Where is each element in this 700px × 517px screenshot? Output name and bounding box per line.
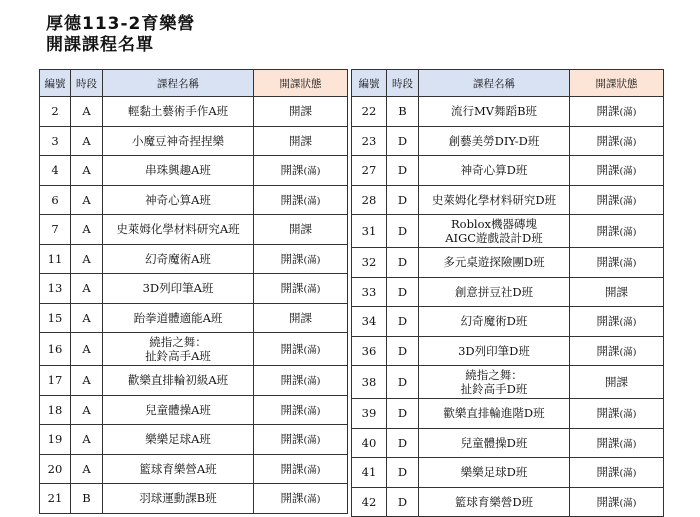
course-period: B xyxy=(387,97,419,127)
course-name xyxy=(419,487,570,517)
full-badge: (滿) xyxy=(619,166,637,178)
header-status: 開課狀態 xyxy=(570,70,664,97)
course-name-line: 繞指之舞： xyxy=(465,368,523,382)
course-status xyxy=(254,97,348,127)
course-number: 17 xyxy=(40,366,71,396)
status-text: 開課 xyxy=(596,163,620,178)
course-period: D xyxy=(387,215,419,248)
table-row xyxy=(40,244,348,274)
course-name xyxy=(103,425,254,455)
document-title: 厚德113-2育樂營 xyxy=(46,14,196,34)
header-status: 開課狀態 xyxy=(254,70,348,97)
course-name-line: 籃球育樂營D班 xyxy=(454,494,534,509)
table-row xyxy=(352,487,664,517)
table-row xyxy=(352,458,664,488)
table-row xyxy=(352,215,664,248)
course-name-line: 樂樂足球A班 xyxy=(145,432,211,447)
course-number: 38 xyxy=(352,366,387,399)
course-name-line: 多元桌遊探險團D班 xyxy=(443,255,545,270)
course-name xyxy=(103,366,254,396)
course-name-line: 羽球運動課B班 xyxy=(139,491,217,506)
table-row xyxy=(40,395,348,425)
course-period: D xyxy=(387,277,419,307)
course-status xyxy=(254,454,348,484)
status-text: 開課 xyxy=(596,192,620,207)
course-name xyxy=(419,248,570,278)
status-text: 開課 xyxy=(596,104,620,119)
status-text: 開課 xyxy=(289,104,312,119)
course-period: D xyxy=(387,336,419,366)
course-status xyxy=(570,185,664,215)
course-number: 40 xyxy=(352,428,387,458)
course-status xyxy=(570,277,664,307)
course-name-line: Roblox機器磚塊 xyxy=(450,217,538,231)
table-row xyxy=(40,126,348,156)
course-name xyxy=(103,97,254,127)
course-number: 19 xyxy=(40,425,71,455)
course-name-line: 串珠興趣A班 xyxy=(145,163,211,178)
course-period: A xyxy=(71,333,103,366)
course-name xyxy=(419,277,570,307)
full-badge: (滿) xyxy=(619,195,637,207)
table-row xyxy=(40,185,348,215)
course-name-line: 小魔豆神奇捏捏樂 xyxy=(132,133,224,148)
course-number: 2 xyxy=(40,97,71,127)
course-period: A xyxy=(71,215,103,245)
course-name xyxy=(419,366,570,399)
course-name-line: 扯鈴高手D班 xyxy=(460,382,528,396)
table-row xyxy=(40,366,348,396)
full-badge: (滿) xyxy=(619,438,637,450)
course-name xyxy=(103,303,254,333)
status-text: 開課 xyxy=(289,133,312,148)
status-text: 開課 xyxy=(596,406,620,421)
course-period: A xyxy=(71,274,103,304)
status-text: 開課 xyxy=(280,461,304,476)
course-status xyxy=(570,399,664,429)
status-text: 開課 xyxy=(280,163,304,178)
table-row xyxy=(352,248,664,278)
full-badge: (滿) xyxy=(619,346,637,358)
course-table-right xyxy=(351,69,664,517)
course-period: D xyxy=(387,399,419,429)
status-text: 開課 xyxy=(596,314,620,329)
course-status xyxy=(254,366,348,396)
course-period: A xyxy=(71,425,103,455)
course-number: 21 xyxy=(40,484,71,514)
course-table-left xyxy=(39,69,348,514)
course-name xyxy=(103,274,254,304)
table-row xyxy=(352,307,664,337)
status-text: 開課 xyxy=(280,251,304,266)
course-period: D xyxy=(387,458,419,488)
course-period: A xyxy=(71,244,103,274)
full-badge: (滿) xyxy=(619,317,637,329)
table-row xyxy=(40,97,348,127)
course-number: 28 xyxy=(352,185,387,215)
course-name-line: 創意拼豆社D班 xyxy=(454,284,534,299)
full-badge: (滿) xyxy=(303,464,321,476)
course-name-line: 樂樂足球D班 xyxy=(460,465,528,480)
full-badge: (滿) xyxy=(619,227,637,238)
table-row xyxy=(352,156,664,186)
status-text: 開課 xyxy=(280,432,304,447)
full-badge: (滿) xyxy=(303,254,321,266)
course-status xyxy=(254,126,348,156)
course-name xyxy=(419,215,570,248)
course-status xyxy=(570,336,664,366)
course-name xyxy=(419,458,570,488)
table-row xyxy=(352,399,664,429)
course-name-line: 扯鈴高手A班 xyxy=(145,349,211,363)
course-status xyxy=(570,126,664,156)
course-name-line: 幻奇魔術A班 xyxy=(145,251,211,266)
course-status xyxy=(254,484,348,514)
status-text: 開課 xyxy=(605,284,628,299)
header-course: 課程名稱 xyxy=(419,70,570,97)
course-name-line: 3D列印筆A班 xyxy=(142,281,214,296)
course-name-line: 輕黏土藝術手作A班 xyxy=(127,104,229,119)
status-text: 開課 xyxy=(596,494,620,509)
full-badge: (滿) xyxy=(303,376,321,388)
status-text: 開課 xyxy=(280,373,304,388)
full-badge: (滿) xyxy=(619,107,637,119)
course-number: 41 xyxy=(352,458,387,488)
status-text: 開課 xyxy=(280,281,304,296)
course-status xyxy=(570,458,664,488)
course-number: 32 xyxy=(352,248,387,278)
full-badge: (滿) xyxy=(303,345,321,356)
full-badge: (滿) xyxy=(619,497,637,509)
course-name-line: 3D列印筆D班 xyxy=(458,343,530,358)
course-period: A xyxy=(71,366,103,396)
course-name-line: 史萊姆化學材料研究D班 xyxy=(431,192,557,207)
course-period: D xyxy=(387,248,419,278)
course-status xyxy=(254,215,348,245)
course-period: A xyxy=(71,303,103,333)
course-status xyxy=(570,307,664,337)
table-row xyxy=(352,428,664,458)
course-status xyxy=(254,156,348,186)
full-badge: (滿) xyxy=(619,409,637,421)
course-number: 20 xyxy=(40,454,71,484)
course-period: D xyxy=(387,156,419,186)
table-row xyxy=(40,454,348,484)
course-period: D xyxy=(387,185,419,215)
header-num: 編號 xyxy=(40,70,71,97)
course-name xyxy=(419,126,570,156)
course-period: A xyxy=(71,97,103,127)
table-row xyxy=(352,277,664,307)
table-header-row xyxy=(40,70,348,97)
course-name xyxy=(103,185,254,215)
full-badge: (滿) xyxy=(303,494,321,506)
course-number: 15 xyxy=(40,303,71,333)
course-status xyxy=(254,425,348,455)
status-text: 開課 xyxy=(289,222,312,237)
status-text: 開課 xyxy=(280,192,304,207)
status-text: 開課 xyxy=(596,435,620,450)
course-number: 23 xyxy=(352,126,387,156)
course-number: 22 xyxy=(352,97,387,127)
status-text: 開課 xyxy=(596,224,620,238)
course-name-line: 兒童體操D班 xyxy=(460,435,528,450)
course-period: D xyxy=(387,307,419,337)
status-text: 開課 xyxy=(596,465,620,480)
table-row xyxy=(40,303,348,333)
course-status xyxy=(570,487,664,517)
course-number: 42 xyxy=(352,487,387,517)
status-text: 開課 xyxy=(280,491,304,506)
course-name-line: 創藝美勞DIY-D班 xyxy=(448,133,540,148)
course-status xyxy=(254,185,348,215)
course-name xyxy=(103,395,254,425)
course-name-line: 幻奇魔術D班 xyxy=(460,314,528,329)
course-name-line: AIGC遊戲設計D班 xyxy=(445,231,543,245)
course-name xyxy=(419,185,570,215)
course-number: 13 xyxy=(40,274,71,304)
course-period: A xyxy=(71,126,103,156)
course-status xyxy=(570,248,664,278)
course-name xyxy=(419,307,570,337)
course-name xyxy=(419,399,570,429)
course-name xyxy=(103,215,254,245)
course-name xyxy=(419,97,570,127)
course-name-line: 流行MV舞蹈B班 xyxy=(450,104,538,119)
course-name xyxy=(103,126,254,156)
course-name-line: 神奇心算D班 xyxy=(460,163,528,178)
course-period: D xyxy=(387,487,419,517)
table-row xyxy=(40,215,348,245)
table-row xyxy=(40,156,348,186)
full-badge: (滿) xyxy=(619,258,637,270)
full-badge: (滿) xyxy=(619,468,637,480)
header-num: 編號 xyxy=(352,70,387,97)
course-number: 27 xyxy=(352,156,387,186)
course-name xyxy=(103,454,254,484)
course-status xyxy=(254,244,348,274)
course-period: B xyxy=(71,484,103,514)
status-text: 開課 xyxy=(605,375,628,389)
course-number: 18 xyxy=(40,395,71,425)
status-text: 開課 xyxy=(596,255,620,270)
table-row xyxy=(352,185,664,215)
header-course: 課程名稱 xyxy=(103,70,254,97)
course-number: 3 xyxy=(40,126,71,156)
full-badge: (滿) xyxy=(303,435,321,447)
course-name-line: 繞指之舞： xyxy=(149,335,207,349)
table-row xyxy=(352,126,664,156)
course-name xyxy=(103,484,254,514)
course-status xyxy=(254,274,348,304)
table-row xyxy=(352,97,664,127)
course-name-line: 籃球育樂營A班 xyxy=(139,461,217,476)
course-number: 6 xyxy=(40,185,71,215)
course-number: 31 xyxy=(352,215,387,248)
header-period: 時段 xyxy=(71,70,103,97)
course-name-line: 神奇心算A班 xyxy=(145,192,211,207)
course-name-line: 跆拳道體適能A班 xyxy=(133,310,223,325)
course-period: A xyxy=(71,156,103,186)
course-period: D xyxy=(387,126,419,156)
course-period: A xyxy=(71,454,103,484)
full-badge: (滿) xyxy=(303,284,321,296)
course-name xyxy=(419,336,570,366)
header-period: 時段 xyxy=(387,70,419,97)
course-period: D xyxy=(387,428,419,458)
course-number: 39 xyxy=(352,399,387,429)
status-text: 開課 xyxy=(289,310,312,325)
course-name xyxy=(103,244,254,274)
status-text: 開課 xyxy=(280,402,304,417)
course-period: A xyxy=(71,185,103,215)
course-number: 36 xyxy=(352,336,387,366)
course-period: A xyxy=(71,395,103,425)
status-text: 開課 xyxy=(280,342,304,356)
course-status xyxy=(570,97,664,127)
course-name xyxy=(103,333,254,366)
course-name xyxy=(419,156,570,186)
course-status xyxy=(254,395,348,425)
course-number: 4 xyxy=(40,156,71,186)
course-number: 7 xyxy=(40,215,71,245)
course-status xyxy=(254,303,348,333)
full-badge: (滿) xyxy=(303,195,321,207)
table-row xyxy=(40,333,348,366)
course-number: 33 xyxy=(352,277,387,307)
course-status xyxy=(570,156,664,186)
table-row xyxy=(40,425,348,455)
course-name xyxy=(419,428,570,458)
status-text: 開課 xyxy=(596,133,620,148)
course-name-line: 兒童體操A班 xyxy=(145,402,211,417)
full-badge: (滿) xyxy=(303,166,321,178)
table-row xyxy=(40,484,348,514)
full-badge: (滿) xyxy=(303,405,321,417)
course-period: D xyxy=(387,366,419,399)
table-header-row xyxy=(352,70,664,97)
course-name-line: 歡樂直排輪初級A班 xyxy=(127,373,229,388)
course-number: 11 xyxy=(40,244,71,274)
table-row xyxy=(352,336,664,366)
course-name-line: 史萊姆化學材料研究A班 xyxy=(116,222,240,237)
course-status xyxy=(254,333,348,366)
course-name-line: 歡樂直排輪進階D班 xyxy=(443,406,545,421)
status-text: 開課 xyxy=(596,343,620,358)
table-row xyxy=(352,366,664,399)
course-name xyxy=(103,156,254,186)
course-status xyxy=(570,366,664,399)
document-subtitle: 開課課程名單 xyxy=(46,35,154,55)
full-badge: (滿) xyxy=(619,136,637,148)
course-status xyxy=(570,215,664,248)
course-status xyxy=(570,428,664,458)
table-row xyxy=(40,274,348,304)
course-number: 16 xyxy=(40,333,71,366)
course-number: 34 xyxy=(352,307,387,337)
